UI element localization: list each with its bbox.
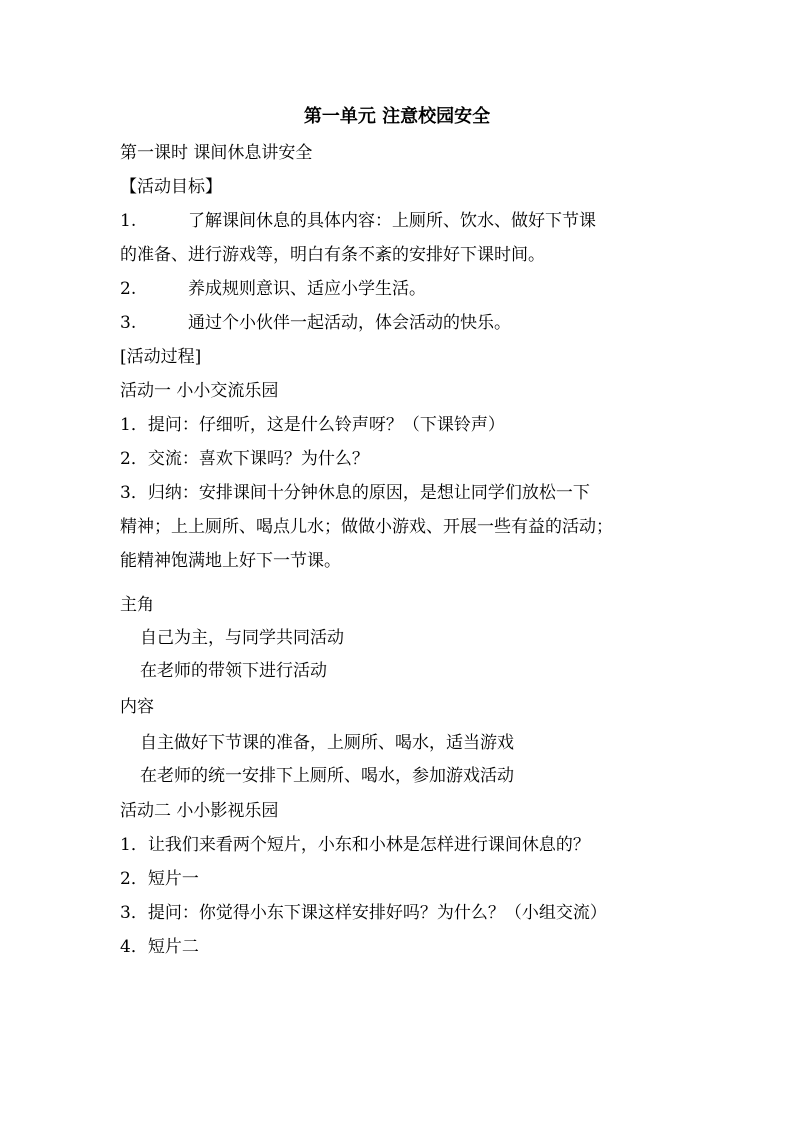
- activity-item: 4．短片二: [120, 937, 199, 957]
- activity-item: 3．归纳：安排课间十分钟休息的原因，是想让同学们放松一下: [120, 483, 590, 503]
- document-title: 第一单元 注意校园安全: [303, 106, 491, 127]
- goal-number: 2.: [120, 279, 137, 299]
- process-header: [活动过程]: [120, 347, 202, 367]
- goal-text: 通过个小伙伴一起活动，体会活动的快乐。: [188, 313, 511, 333]
- activity-item: 3．提问：你觉得小东下课这样安排好吗？为什么？（小组交流）: [120, 903, 607, 923]
- content-label: 内容: [120, 697, 154, 717]
- activity-item: 1．提问：仔细听，这是什么铃声呀？（下课铃声）: [120, 415, 505, 435]
- lesson-heading: 第一课时 课间休息讲安全: [120, 143, 313, 163]
- goal-item: [120, 272, 680, 306]
- activity-title: 活动二 小小影视乐园: [120, 801, 279, 821]
- activity-item: 2．交流：喜欢下课吗？为什么？: [120, 449, 369, 469]
- activity-item: 1．让我们来看两个短片，小东和小林是怎样进行课间休息的？: [120, 835, 590, 855]
- goals-header: 【活动目标】: [120, 177, 222, 197]
- activity-item: 2．短片一: [120, 869, 199, 889]
- goal-number: 1.: [120, 211, 137, 231]
- goal-number: 3.: [120, 313, 137, 333]
- goal-text: 了解课间休息的具体内容：上厕所、饮水、做好下节课: [188, 211, 596, 231]
- role-item: 在老师的带领下进行活动: [140, 661, 327, 681]
- activity-item: 能精神饱满地上好下一节课。: [120, 551, 341, 571]
- activity-title: 活动一 小小交流乐园: [120, 381, 279, 401]
- activity-item: 精神；上上厕所、喝点儿水；做做小游戏、开展一些有益的活动；: [120, 517, 613, 537]
- content-item: 自主做好下节课的准备，上厕所、喝水，适当游戏: [140, 733, 514, 753]
- goal-item: [120, 204, 680, 238]
- content-item: 在老师的统一安排下上厕所、喝水，参加游戏活动: [140, 766, 514, 786]
- goal-text: 养成规则意识、适应小学生活。: [188, 279, 426, 299]
- goal-item: [120, 306, 680, 340]
- role-item: 自己为主，与同学共同活动: [140, 628, 344, 648]
- goal-item-continuation: 的准备、进行游戏等，明白有条不紊的安排好下课时间。: [120, 245, 545, 265]
- role-label: 主角: [120, 595, 154, 615]
